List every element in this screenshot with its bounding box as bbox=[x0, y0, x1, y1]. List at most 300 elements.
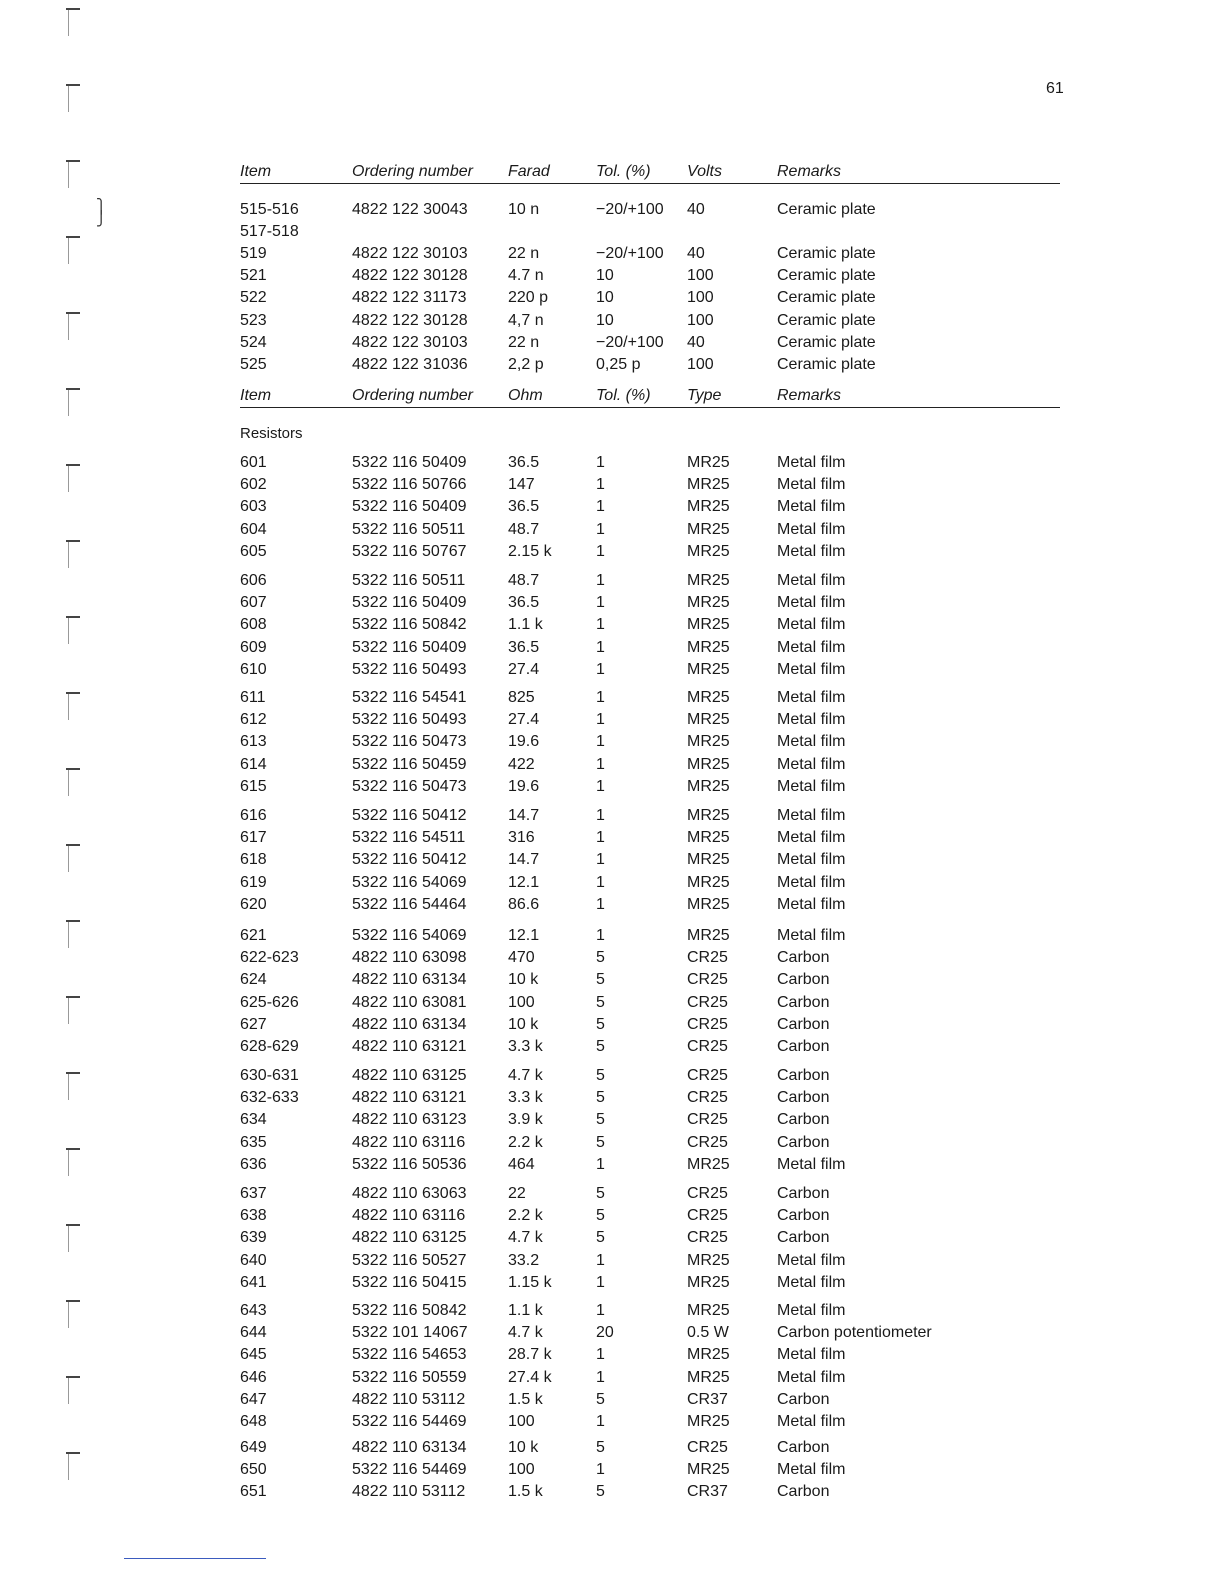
value-cell: 100 bbox=[508, 1413, 535, 1430]
value-cell: 2.15 k bbox=[508, 543, 552, 560]
ordering-number-cell: 4822 110 53112 bbox=[352, 1391, 466, 1408]
item-cell: 522 bbox=[240, 289, 267, 306]
capacitor-row bbox=[240, 354, 1060, 376]
remarks-cell: Carbon bbox=[777, 1038, 830, 1055]
type-cell: CR25 bbox=[687, 1439, 728, 1456]
capacitor-header bbox=[240, 161, 1060, 184]
tolerance-cell: 20 bbox=[596, 1324, 614, 1341]
type-cell: MR25 bbox=[687, 778, 730, 795]
ordering-number-cell: 4822 110 63063 bbox=[352, 1185, 467, 1202]
tolerance-cell: 1 bbox=[596, 778, 605, 795]
ordering-number-cell: Ordering number bbox=[352, 163, 473, 180]
type-cell: MR25 bbox=[687, 807, 730, 824]
edge-mark bbox=[66, 692, 82, 722]
tolerance-cell: 1 bbox=[596, 807, 605, 824]
item-cell: Item bbox=[240, 163, 272, 180]
resistor-row bbox=[240, 452, 1060, 474]
type-cell: CR25 bbox=[687, 1067, 728, 1084]
item-cell: 610 bbox=[240, 661, 267, 678]
type-cell: CR25 bbox=[687, 1134, 728, 1151]
resistor-row bbox=[240, 1322, 1060, 1344]
value-cell: 147 bbox=[508, 476, 535, 493]
resistor-row bbox=[240, 687, 1060, 709]
ordering-number-cell: 5322 116 50536 bbox=[352, 1156, 467, 1173]
ordering-number-cell: 4822 110 63121 bbox=[352, 1089, 467, 1106]
value-cell: 1.1 k bbox=[508, 616, 543, 633]
edge-mark bbox=[66, 84, 82, 114]
ordering-number-cell: 4822 122 30128 bbox=[352, 267, 468, 284]
resistor-row bbox=[240, 570, 1060, 592]
item-cell: 607 bbox=[240, 594, 267, 611]
resistor-row bbox=[240, 709, 1060, 731]
resistor-row bbox=[240, 805, 1060, 827]
ordering-number-cell: 5322 116 50511 bbox=[352, 521, 466, 538]
type-cell: MR25 bbox=[687, 1369, 730, 1386]
resistor-row bbox=[240, 592, 1060, 614]
resistor-row bbox=[240, 827, 1060, 849]
resistor-row bbox=[240, 1065, 1060, 1087]
item-cell: 637 bbox=[240, 1185, 267, 1202]
value-cell: Farad bbox=[508, 163, 550, 180]
remarks-cell: Metal film bbox=[777, 756, 846, 773]
value-cell: 3.3 k bbox=[508, 1089, 543, 1106]
ordering-number-cell: 5322 116 50409 bbox=[352, 454, 467, 471]
tolerance-cell: 1 bbox=[596, 476, 605, 493]
tolerance-cell: 1 bbox=[596, 1413, 605, 1430]
resistor-row bbox=[240, 849, 1060, 871]
value-cell: 86.6 bbox=[508, 896, 540, 913]
resistor-row bbox=[240, 1036, 1060, 1058]
item-cell: 648 bbox=[240, 1413, 267, 1430]
item-cell: 612 bbox=[240, 711, 267, 728]
remarks-cell: Metal film bbox=[777, 1302, 846, 1319]
resistor-row bbox=[240, 1367, 1060, 1389]
type-cell: 40 bbox=[687, 334, 705, 351]
tolerance-cell: 1 bbox=[596, 1461, 605, 1478]
tolerance-cell: 1 bbox=[596, 1156, 605, 1173]
type-cell: MR25 bbox=[687, 521, 730, 538]
value-cell: 22 bbox=[508, 1185, 526, 1202]
ordering-number-cell: 5322 116 50459 bbox=[352, 756, 467, 773]
remarks-cell: Remarks bbox=[777, 163, 842, 180]
remarks-cell: Metal film bbox=[777, 807, 846, 824]
item-cell: 649 bbox=[240, 1439, 267, 1456]
item-cell: 609 bbox=[240, 639, 267, 656]
tolerance-cell: 1 bbox=[596, 1302, 605, 1319]
resistor-row bbox=[240, 776, 1060, 798]
item-cell: 622-623 bbox=[240, 949, 299, 966]
capacitor-row bbox=[240, 199, 1060, 221]
value-cell: 33.2 bbox=[508, 1252, 540, 1269]
resistor-row bbox=[240, 947, 1060, 969]
ordering-number-cell: 5322 116 54069 bbox=[352, 927, 467, 944]
resistor-row bbox=[240, 1344, 1060, 1366]
remarks-cell: Metal film bbox=[777, 711, 846, 728]
ordering-number-cell: 5322 116 50473 bbox=[352, 733, 467, 750]
value-cell: 10 k bbox=[508, 971, 539, 988]
resistor-row bbox=[240, 1389, 1060, 1411]
remarks-cell: Metal film bbox=[777, 498, 846, 515]
tolerance-cell: 1 bbox=[596, 543, 605, 560]
tolerance-cell: 5 bbox=[596, 1089, 605, 1106]
remarks-cell: Carbon bbox=[777, 971, 830, 988]
ordering-number-cell: 5322 116 50493 bbox=[352, 711, 467, 728]
ordering-number-cell: 4822 122 30043 bbox=[352, 201, 468, 218]
item-cell: 627 bbox=[240, 1016, 267, 1033]
type-cell: MR25 bbox=[687, 874, 730, 891]
type-cell: MR25 bbox=[687, 829, 730, 846]
ordering-number-cell: 4822 110 63116 bbox=[352, 1134, 466, 1151]
type-cell: MR25 bbox=[687, 689, 730, 706]
item-cell: 641 bbox=[240, 1274, 267, 1291]
type-cell: CR25 bbox=[687, 1089, 728, 1106]
resistor-row bbox=[240, 1183, 1060, 1205]
value-cell: 27.4 bbox=[508, 661, 540, 678]
ordering-number-cell: 5322 116 50767 bbox=[352, 543, 467, 560]
tolerance-cell: 5 bbox=[596, 994, 605, 1011]
resistor-row bbox=[240, 1250, 1060, 1272]
item-cell: 650 bbox=[240, 1461, 267, 1478]
ordering-number-cell: 4822 110 63123 bbox=[352, 1111, 467, 1128]
type-cell: MR25 bbox=[687, 851, 730, 868]
item-cell: 611 bbox=[240, 689, 266, 706]
value-cell: 10 k bbox=[508, 1016, 539, 1033]
ordering-number-cell: 5322 116 50409 bbox=[352, 639, 467, 656]
tolerance-cell: 5 bbox=[596, 1207, 605, 1224]
ordering-number-cell: 5322 116 50527 bbox=[352, 1252, 467, 1269]
item-cell: 602 bbox=[240, 476, 267, 493]
item-cell: 517-518 bbox=[240, 223, 299, 240]
item-cell: 624 bbox=[240, 971, 267, 988]
item-cell: 616 bbox=[240, 807, 267, 824]
ordering-number-cell: 5322 116 50766 bbox=[352, 476, 467, 493]
type-cell: 100 bbox=[687, 289, 714, 306]
ordering-number-cell: 4822 110 63134 bbox=[352, 1439, 467, 1456]
remarks-cell: Metal film bbox=[777, 851, 846, 868]
edge-mark bbox=[66, 616, 82, 646]
remarks-cell: Remarks bbox=[777, 387, 842, 404]
item-cell: 617 bbox=[240, 829, 267, 846]
ordering-number-cell: 5322 116 50511 bbox=[352, 572, 466, 589]
type-cell: 40 bbox=[687, 245, 705, 262]
resistor-row bbox=[240, 637, 1060, 659]
remarks-cell: Metal film bbox=[777, 896, 846, 913]
item-cell: 519 bbox=[240, 245, 267, 262]
tolerance-cell: −20/+100 bbox=[596, 334, 664, 351]
item-cell: 651 bbox=[240, 1483, 267, 1500]
capacitor-row bbox=[240, 221, 1060, 243]
type-cell: CR25 bbox=[687, 1111, 728, 1128]
tolerance-cell: 5 bbox=[596, 1067, 605, 1084]
ordering-number-cell: 4822 110 63134 bbox=[352, 971, 467, 988]
remarks-cell: Carbon bbox=[777, 1111, 830, 1128]
type-cell: CR25 bbox=[687, 971, 728, 988]
remarks-cell: Metal film bbox=[777, 1156, 846, 1173]
value-cell: 100 bbox=[508, 994, 535, 1011]
type-cell: CR25 bbox=[687, 1038, 728, 1055]
value-cell: 22 n bbox=[508, 334, 540, 351]
ordering-number-cell: 4822 122 30103 bbox=[352, 334, 468, 351]
value-cell: 470 bbox=[508, 949, 535, 966]
tolerance-cell: −20/+100 bbox=[596, 245, 664, 262]
value-cell: 4.7 k bbox=[508, 1229, 543, 1246]
resistor-row bbox=[240, 894, 1060, 916]
resistor-row bbox=[240, 1087, 1060, 1109]
tolerance-cell: 5 bbox=[596, 1391, 605, 1408]
tolerance-cell: 1 bbox=[596, 616, 605, 633]
remarks-cell: Carbon bbox=[777, 1067, 830, 1084]
edge-mark bbox=[66, 996, 82, 1026]
remarks-cell: Metal film bbox=[777, 778, 846, 795]
ordering-number-cell: 4822 122 30128 bbox=[352, 312, 468, 329]
tolerance-cell: 1 bbox=[596, 711, 605, 728]
item-cell: 632-633 bbox=[240, 1089, 299, 1106]
item-cell: 643 bbox=[240, 1302, 267, 1319]
tolerance-cell: 1 bbox=[596, 594, 605, 611]
type-cell: 0.5 W bbox=[687, 1324, 729, 1341]
tolerance-cell: 5 bbox=[596, 1134, 605, 1151]
edge-mark bbox=[66, 8, 82, 38]
item-cell: 640 bbox=[240, 1252, 267, 1269]
resistor-row bbox=[240, 1205, 1060, 1227]
remarks-cell: Carbon bbox=[777, 1089, 830, 1106]
type-cell: MR25 bbox=[687, 543, 730, 560]
value-cell: 220 p bbox=[508, 289, 549, 306]
ordering-number-cell: 5322 116 54511 bbox=[352, 829, 466, 846]
item-cell: 524 bbox=[240, 334, 267, 351]
resistor-row bbox=[240, 541, 1060, 563]
value-cell: 22 n bbox=[508, 245, 540, 262]
value-cell: 36.5 bbox=[508, 594, 540, 611]
item-cell: 601 bbox=[240, 454, 267, 471]
value-cell: 36.5 bbox=[508, 454, 540, 471]
tolerance-cell: 1 bbox=[596, 1252, 605, 1269]
remarks-cell: Metal film bbox=[777, 476, 846, 493]
value-cell: 4.7 k bbox=[508, 1067, 543, 1084]
resistor-row bbox=[240, 614, 1060, 636]
resistor-row bbox=[240, 1459, 1060, 1481]
remarks-cell: Carbon bbox=[777, 1207, 830, 1224]
resistor-row bbox=[240, 731, 1060, 753]
ordering-number-cell: 4822 110 63125 bbox=[352, 1229, 467, 1246]
remarks-cell: Metal film bbox=[777, 689, 846, 706]
ordering-number-cell: 4822 110 63134 bbox=[352, 1016, 467, 1033]
capacitor-row bbox=[240, 243, 1060, 265]
value-cell: 12.1 bbox=[508, 927, 540, 944]
tolerance-cell: 1 bbox=[596, 521, 605, 538]
value-cell: 4.7 k bbox=[508, 1324, 543, 1341]
value-cell: Ohm bbox=[508, 387, 543, 404]
edge-mark bbox=[66, 1376, 82, 1406]
remarks-cell: Carbon bbox=[777, 1016, 830, 1033]
tolerance-cell: 10 bbox=[596, 289, 614, 306]
value-cell: 48.7 bbox=[508, 572, 540, 589]
value-cell: 19.6 bbox=[508, 733, 540, 750]
value-cell: 464 bbox=[508, 1156, 535, 1173]
tolerance-cell: 1 bbox=[596, 498, 605, 515]
ordering-number-cell: 5322 101 14067 bbox=[352, 1324, 468, 1341]
type-cell: CR25 bbox=[687, 1016, 728, 1033]
item-cell: 645 bbox=[240, 1346, 267, 1363]
remarks-cell: Metal film bbox=[777, 616, 846, 633]
resistor-row bbox=[240, 1132, 1060, 1154]
tolerance-cell: 1 bbox=[596, 1274, 605, 1291]
value-cell: 100 bbox=[508, 1461, 535, 1478]
edge-mark bbox=[66, 920, 82, 950]
ordering-number-cell: 4822 110 63125 bbox=[352, 1067, 467, 1084]
item-cell: 615 bbox=[240, 778, 267, 795]
remarks-cell: Ceramic plate bbox=[777, 334, 876, 351]
remarks-cell: Carbon bbox=[777, 1229, 830, 1246]
type-cell: MR25 bbox=[687, 498, 730, 515]
ordering-number-cell: 4822 110 63081 bbox=[352, 994, 467, 1011]
capacitor-row bbox=[240, 332, 1060, 354]
remarks-cell: Metal film bbox=[777, 1369, 846, 1386]
ordering-number-cell: 5322 116 54469 bbox=[352, 1413, 467, 1430]
edge-mark bbox=[66, 312, 82, 342]
type-cell: MR25 bbox=[687, 616, 730, 633]
edge-mark bbox=[66, 844, 82, 874]
item-cell: 636 bbox=[240, 1156, 267, 1173]
tolerance-cell: 1 bbox=[596, 756, 605, 773]
tolerance-cell: 1 bbox=[596, 1369, 605, 1386]
value-cell: 10 k bbox=[508, 1439, 539, 1456]
ordering-number-cell: 5322 116 54464 bbox=[352, 896, 467, 913]
edge-mark bbox=[66, 1072, 82, 1102]
remarks-cell: Metal film bbox=[777, 594, 846, 611]
type-cell: CR25 bbox=[687, 1229, 728, 1246]
resistor-row bbox=[240, 1300, 1060, 1322]
tolerance-cell: 10 bbox=[596, 312, 614, 329]
item-cell: 628-629 bbox=[240, 1038, 299, 1055]
capacitor-row bbox=[240, 265, 1060, 287]
capacitor-row bbox=[240, 310, 1060, 332]
resistor-row bbox=[240, 992, 1060, 1014]
type-cell: 40 bbox=[687, 201, 705, 218]
resistor-row bbox=[240, 969, 1060, 991]
value-cell: 2.2 k bbox=[508, 1207, 543, 1224]
value-cell: 14.7 bbox=[508, 807, 540, 824]
tolerance-cell: 10 bbox=[596, 267, 614, 284]
tolerance-cell: 0,25 p bbox=[596, 356, 641, 373]
value-cell: 825 bbox=[508, 689, 535, 706]
tolerance-cell: 1 bbox=[596, 572, 605, 589]
tolerance-cell: Tol. (%) bbox=[596, 387, 651, 404]
remarks-cell: Carbon bbox=[777, 994, 830, 1011]
remarks-cell: Metal film bbox=[777, 454, 846, 471]
value-cell: 422 bbox=[508, 756, 535, 773]
type-cell: MR25 bbox=[687, 1413, 730, 1430]
value-cell: 27.4 k bbox=[508, 1369, 552, 1386]
resistor-row bbox=[240, 1411, 1060, 1433]
ordering-number-cell: 5322 116 50842 bbox=[352, 1302, 467, 1319]
remarks-cell: Metal film bbox=[777, 1413, 846, 1430]
remarks-cell: Metal film bbox=[777, 1461, 846, 1478]
ordering-number-cell: 5322 116 50559 bbox=[352, 1369, 467, 1386]
brace-mark: ⎫ ⎭ bbox=[96, 198, 107, 226]
ordering-number-cell: 5322 116 50493 bbox=[352, 661, 467, 678]
type-cell: MR25 bbox=[687, 1252, 730, 1269]
remarks-cell: Ceramic plate bbox=[777, 356, 876, 373]
remarks-cell: Ceramic plate bbox=[777, 267, 876, 284]
tolerance-cell: 5 bbox=[596, 1439, 605, 1456]
remarks-cell: Carbon bbox=[777, 949, 830, 966]
type-cell: MR25 bbox=[687, 756, 730, 773]
resistor-row bbox=[240, 1014, 1060, 1036]
footer-rule bbox=[124, 1558, 266, 1559]
tolerance-cell: 5 bbox=[596, 1229, 605, 1246]
type-cell: CR37 bbox=[687, 1391, 728, 1408]
section-title: Resistors bbox=[240, 425, 303, 442]
value-cell: 1.15 k bbox=[508, 1274, 552, 1291]
edge-mark bbox=[66, 464, 82, 494]
resistor-row bbox=[240, 754, 1060, 776]
type-cell: MR25 bbox=[687, 1156, 730, 1173]
value-cell: 4,7 n bbox=[508, 312, 544, 329]
type-cell: MR25 bbox=[687, 711, 730, 728]
tolerance-cell: 1 bbox=[596, 454, 605, 471]
type-cell: 100 bbox=[687, 267, 714, 284]
item-cell: 603 bbox=[240, 498, 267, 515]
resistor-row bbox=[240, 496, 1060, 518]
resistor-row bbox=[240, 1109, 1060, 1131]
resistor-row bbox=[240, 925, 1060, 947]
item-cell: 647 bbox=[240, 1391, 267, 1408]
item-cell: 521 bbox=[240, 267, 267, 284]
remarks-cell: Ceramic plate bbox=[777, 245, 876, 262]
item-cell: 639 bbox=[240, 1229, 267, 1246]
resistor-row bbox=[240, 872, 1060, 894]
ordering-number-cell: 5322 116 54069 bbox=[352, 874, 467, 891]
type-cell: CR25 bbox=[687, 1207, 728, 1224]
tolerance-cell: 5 bbox=[596, 1038, 605, 1055]
item-cell: 630-631 bbox=[240, 1067, 299, 1084]
remarks-cell: Ceramic plate bbox=[777, 289, 876, 306]
remarks-cell: Carbon potentiometer bbox=[777, 1324, 932, 1341]
ordering-number-cell: 4822 122 31036 bbox=[352, 356, 468, 373]
type-cell: MR25 bbox=[687, 1302, 730, 1319]
edge-mark bbox=[66, 1300, 82, 1330]
remarks-cell: Ceramic plate bbox=[777, 312, 876, 329]
remarks-cell: Metal film bbox=[777, 639, 846, 656]
edge-mark bbox=[66, 1148, 82, 1178]
tolerance-cell: 5 bbox=[596, 1016, 605, 1033]
tolerance-cell: 5 bbox=[596, 1185, 605, 1202]
tolerance-cell: 5 bbox=[596, 971, 605, 988]
ordering-number-cell: 5322 116 50412 bbox=[352, 851, 467, 868]
tolerance-cell: −20/+100 bbox=[596, 201, 664, 218]
remarks-cell: Metal film bbox=[777, 1346, 846, 1363]
type-cell: 100 bbox=[687, 312, 714, 329]
value-cell: 2.2 k bbox=[508, 1134, 543, 1151]
ordering-number-cell: 5322 116 54541 bbox=[352, 689, 467, 706]
ordering-number-cell: 5322 116 50409 bbox=[352, 594, 467, 611]
value-cell: 1.5 k bbox=[508, 1391, 543, 1408]
remarks-cell: Carbon bbox=[777, 1185, 830, 1202]
edge-mark bbox=[66, 236, 82, 266]
item-cell: 646 bbox=[240, 1369, 267, 1386]
type-cell: MR25 bbox=[687, 572, 730, 589]
tolerance-cell: 5 bbox=[596, 1483, 605, 1500]
item-cell: 619 bbox=[240, 874, 267, 891]
remarks-cell: Metal film bbox=[777, 829, 846, 846]
remarks-cell: Ceramic plate bbox=[777, 201, 876, 218]
edge-mark bbox=[66, 160, 82, 190]
type-cell: MR25 bbox=[687, 476, 730, 493]
item-cell: 638 bbox=[240, 1207, 267, 1224]
item-cell: 606 bbox=[240, 572, 267, 589]
type-cell: MR25 bbox=[687, 661, 730, 678]
